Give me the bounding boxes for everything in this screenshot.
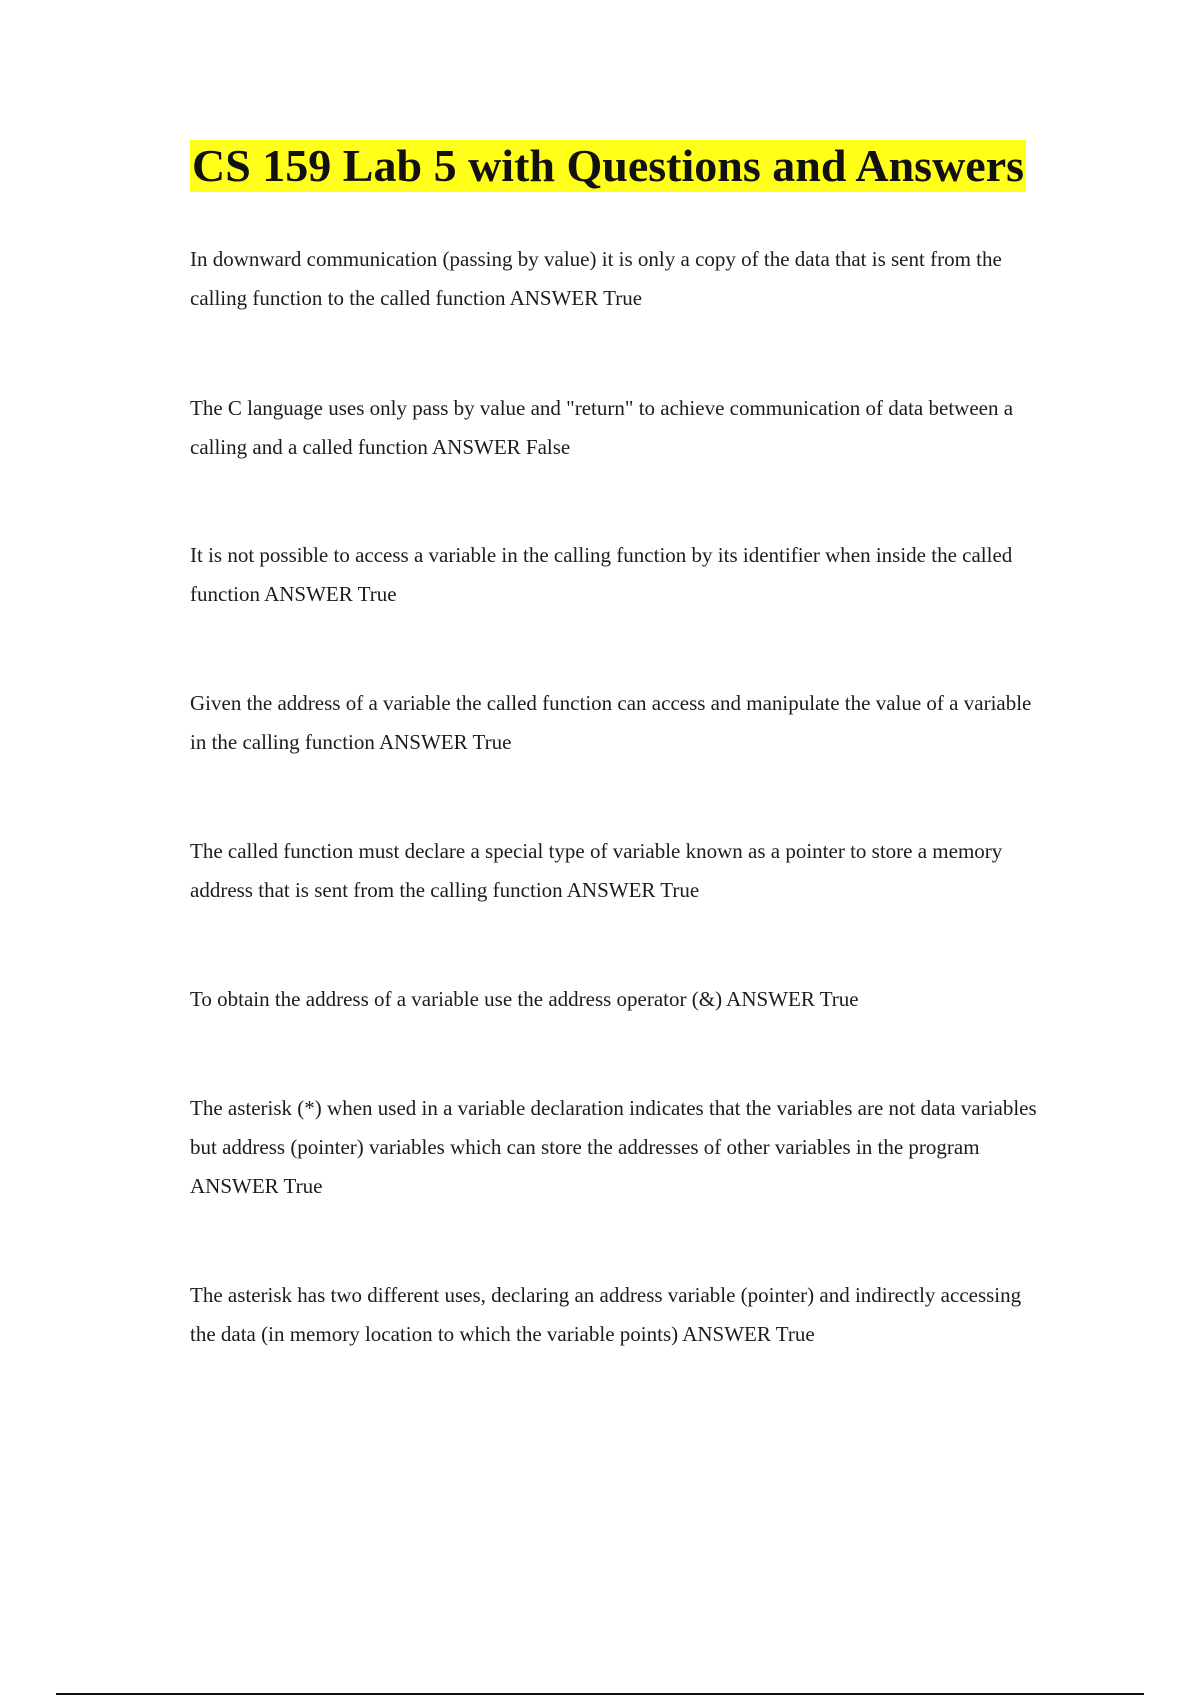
title-block (190, 140, 1026, 192)
qa-item-6: To obtain the address of a variable use the address operator (&) ANSWER True (190, 987, 859, 1011)
qa-item-7: The asterisk (*) when used in a variable declaration indicates that the variables are not data variables but address (pointer) variables which can store the addresses of other variables in the program ANSWER True (190, 1096, 1037, 1198)
qa-item-1: In downward communication (passing by value) it is only a copy of the data that is sent from the calling function to the called function ANSWER True (190, 247, 1002, 310)
qa-item-4: Given the address of a variable the called function can access and manipulate the value of a variable in the calling function ANSWER True (190, 691, 1032, 754)
page-bottom-divider (56, 1693, 1144, 1695)
qa-item-2: The C language uses only pass by value and "return" to achieve communication of data between a calling and a called function ANSWER False (190, 396, 1014, 459)
qa-item-5: The called function must declare a special type of variable known as a pointer to store a memory address that is sent from the calling function ANSWER True (190, 839, 1003, 902)
page-title: CS 159 Lab 5 with Questions and Answers (192, 140, 1025, 191)
qa-item-3: It is not possible to access a variable in the calling function by its identifier when inside the called function ANSWER True (190, 543, 1013, 606)
qa-item-8: The asterisk has two different uses, declaring an address variable (pointer) and indirectly accessing the data (in memory location to which the variable points) ANSWER True (190, 1283, 1022, 1346)
